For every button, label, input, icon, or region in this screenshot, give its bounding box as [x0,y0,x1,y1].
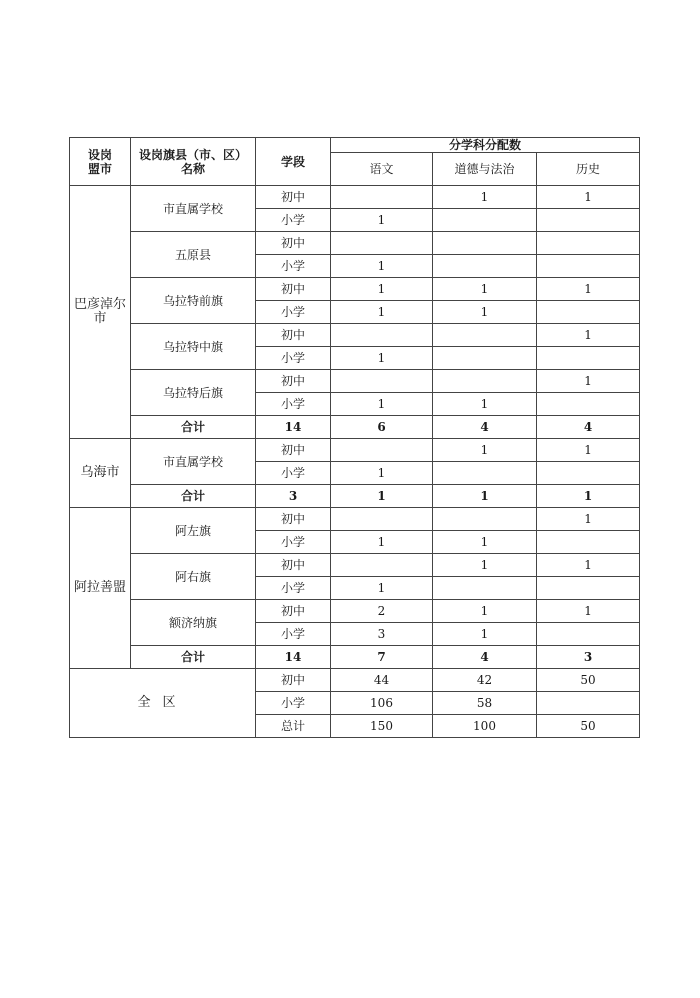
count-morality-law: 1 [433,301,537,324]
header-subject-history: 历史 [537,153,640,186]
city-name: 阿拉善盟 [70,508,131,669]
subtotal-history: 3 [537,646,640,669]
total-history [537,692,640,715]
count-chinese [331,554,433,577]
header-county: 设岗旗县（市、区） 名称 [131,138,256,186]
count-chinese: 1 [331,347,433,370]
count-morality-law: 1 [433,531,537,554]
count-chinese: 3 [331,623,433,646]
school-stage: 初中 [256,439,331,462]
total-chinese: 150 [331,715,433,738]
count-history: 1 [537,508,640,531]
subtotal-row [70,416,640,439]
county-name: 五原县 [131,232,256,278]
header-subject-chinese: 语文 [331,153,433,186]
school-stage: 初中 [256,278,331,301]
school-stage: 初中 [256,508,331,531]
subtotal-history: 4 [537,416,640,439]
county-name: 乌拉特前旗 [131,278,256,324]
school-stage: 小学 [256,209,331,232]
count-history: 1 [537,554,640,577]
count-history [537,577,640,600]
count-history [537,255,640,278]
count-history [537,393,640,416]
count-history [537,531,640,554]
count-morality-law [433,255,537,278]
count-history [537,232,640,255]
school-stage: 小学 [256,462,331,485]
school-stage: 小学 [256,692,331,715]
count-morality-law [433,577,537,600]
count-morality-law [433,347,537,370]
subtotal-total: 3 [256,485,331,508]
county-name: 额济纳旗 [131,600,256,646]
table-row [70,278,640,301]
header-subject-morality-law: 道德与法治 [433,153,537,186]
total-morality-law: 58 [433,692,537,715]
total-morality-law: 42 [433,669,537,692]
header-city: 设岗 盟市 [70,138,131,186]
city-name: 乌海市 [70,439,131,508]
county-name: 乌拉特中旗 [131,324,256,370]
school-stage: 小学 [256,347,331,370]
count-history: 1 [537,370,640,393]
school-stage: 小学 [256,255,331,278]
school-stage: 初中 [256,600,331,623]
allocation-table [69,137,640,738]
subtotal-label: 合计 [131,646,256,669]
count-chinese: 1 [331,301,433,324]
school-stage: 总计 [256,715,331,738]
count-chinese [331,232,433,255]
subtotal-chinese: 6 [331,416,433,439]
subtotal-chinese: 7 [331,646,433,669]
count-history [537,623,640,646]
school-stage: 初中 [256,186,331,209]
subtotal-chinese: 1 [331,485,433,508]
count-history [537,209,640,232]
school-stage: 小学 [256,577,331,600]
county-name: 乌拉特后旗 [131,370,256,416]
count-morality-law: 1 [433,439,537,462]
school-stage: 小学 [256,301,331,324]
total-chinese: 106 [331,692,433,715]
table-row [70,186,640,209]
subtotal-morality-law: 1 [433,485,537,508]
count-chinese [331,370,433,393]
count-history: 1 [537,600,640,623]
count-history: 1 [537,186,640,209]
school-stage: 初中 [256,324,331,347]
count-chinese: 1 [331,577,433,600]
count-morality-law [433,209,537,232]
count-morality-law [433,370,537,393]
table-row [70,324,640,347]
count-morality-law: 1 [433,554,537,577]
region-total-row [70,669,640,692]
header-stage: 学段 [256,138,331,186]
count-morality-law: 1 [433,600,537,623]
county-name: 市直属学校 [131,439,256,485]
count-chinese [331,324,433,347]
count-morality-law [433,508,537,531]
count-chinese: 2 [331,600,433,623]
school-stage: 初中 [256,232,331,255]
subtotal-morality-law: 4 [433,646,537,669]
table-row [70,508,640,531]
subtotal-history: 1 [537,485,640,508]
total-history: 50 [537,715,640,738]
count-chinese [331,508,433,531]
count-morality-law [433,462,537,485]
table-header [70,138,640,186]
school-stage: 小学 [256,393,331,416]
county-name: 阿右旗 [131,554,256,600]
table-row [70,370,640,393]
subtotal-label: 合计 [131,485,256,508]
total-chinese: 44 [331,669,433,692]
school-stage: 初中 [256,370,331,393]
count-morality-law [433,324,537,347]
count-morality-law: 1 [433,278,537,301]
table-body [70,186,640,738]
count-morality-law [433,232,537,255]
count-chinese [331,439,433,462]
region-total-label: 全区 [70,669,256,738]
count-chinese: 1 [331,393,433,416]
count-chinese: 1 [331,255,433,278]
count-chinese [331,186,433,209]
count-history [537,301,640,324]
subtotal-total: 14 [256,646,331,669]
count-history: 1 [537,439,640,462]
count-morality-law: 1 [433,393,537,416]
school-stage: 小学 [256,531,331,554]
count-history [537,462,640,485]
subtotal-row [70,646,640,669]
subtotal-label: 合计 [131,416,256,439]
count-morality-law: 1 [433,623,537,646]
count-history: 1 [537,324,640,347]
county-name: 阿左旗 [131,508,256,554]
table-row [70,554,640,577]
count-morality-law: 1 [433,186,537,209]
count-history: 1 [537,278,640,301]
total-history: 50 [537,669,640,692]
count-chinese: 1 [331,531,433,554]
count-history [537,347,640,370]
school-stage: 小学 [256,623,331,646]
county-name: 市直属学校 [131,186,256,232]
table-row [70,232,640,255]
count-chinese: 1 [331,209,433,232]
subtotal-morality-law: 4 [433,416,537,439]
header-subject-group: 分学科分配数 [331,138,640,153]
table-row [70,439,640,462]
subtotal-total: 14 [256,416,331,439]
total-morality-law: 100 [433,715,537,738]
count-chinese: 1 [331,278,433,301]
city-name: 巴彦淖尔 市 [70,186,131,439]
school-stage: 初中 [256,669,331,692]
school-stage: 初中 [256,554,331,577]
subtotal-row [70,485,640,508]
table-row [70,600,640,623]
count-chinese: 1 [331,462,433,485]
